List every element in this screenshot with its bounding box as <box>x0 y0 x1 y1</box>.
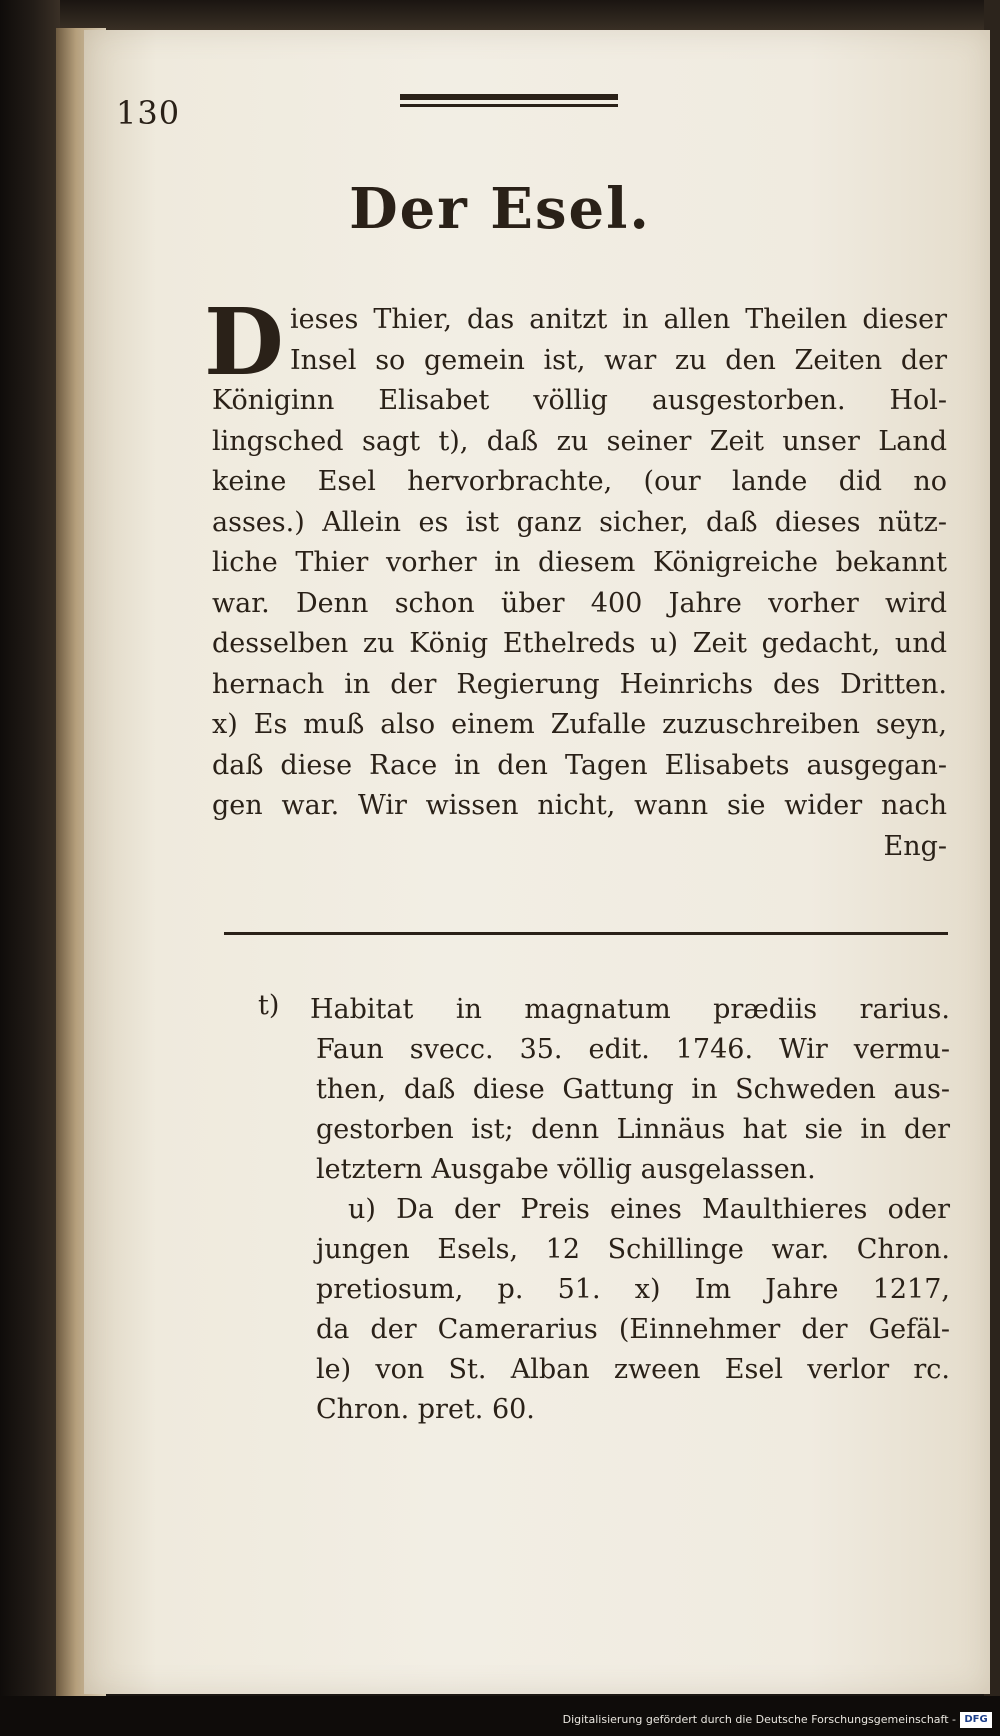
page-number: 130 <box>116 94 181 132</box>
body-line: gen war. Wir wissen nicht, wann sie wider nach <box>212 790 947 821</box>
footnote-separator <box>224 932 948 935</box>
footnote-line: Faun svecc. 35. edit. 1746. Wir vermu- <box>316 1034 950 1065</box>
footnote-line: da der Camerarius (Einnehmer der Gefäl- <box>316 1314 950 1345</box>
body-line: Insel so gemein ist, war zu den Zeiten der <box>290 344 947 376</box>
footnote-line: letztern Ausgabe völlig ausgelassen. <box>316 1154 816 1185</box>
body-line: keine Esel hervorbrachte, (our lande did no <box>212 466 947 497</box>
body-line: ieses Thier, das anitzt in allen Theilen dieser <box>290 304 947 335</box>
footnote-line: then, daß diese Gattung in Schweden aus- <box>316 1074 950 1105</box>
footnote-line: gestorben ist; denn Linnäus hat sie in der <box>316 1114 950 1145</box>
header-ornament-rule <box>400 94 618 107</box>
drop-cap: D <box>204 288 284 396</box>
digitization-credit: Digitalisierung gefördert durch die Deutsche Forschungsgemeinschaft - <box>562 1713 956 1726</box>
footnote-line: pretiosum, p. 51. x) Im Jahre 1217, <box>316 1274 950 1305</box>
body-line: war. Denn schon über 400 Jahre vorher wird <box>212 587 947 619</box>
footnote-line: Chron. pret. 60. <box>316 1394 535 1425</box>
footnote-line: jungen Esels, 12 Schillinge war. Chron. <box>316 1234 950 1265</box>
footnote-line: u) Da der Preis eines Maulthieres oder <box>348 1194 950 1225</box>
body-line: liche Thier vorher in diesem Königreiche bekannt <box>212 547 947 578</box>
book-binding <box>0 0 60 1736</box>
dfg-logo: DFG <box>960 1712 992 1728</box>
body-line: x) Es muß also einem Zufalle zuzuschreiben seyn, <box>212 709 947 740</box>
footnote-label-t: t) <box>258 990 280 1021</box>
body-text <box>212 300 947 867</box>
body-line: daß diese Race in den Tagen Elisabets ausgegan- <box>212 749 947 781</box>
footnote-line: le) von St. Alban zween Esel verlor rc. <box>316 1354 950 1385</box>
chapter-title: Der Esel. <box>349 176 651 242</box>
body-line: hernach in der Regierung Heinrichs des Dritten. <box>212 668 947 700</box>
body-line: lingsched sagt t), daß zu seiner Zeit unser Land <box>212 425 947 457</box>
catchword: Eng- <box>883 830 947 862</box>
body-line: Königinn Elisabet völlig ausgestorben. Hol- <box>212 385 947 416</box>
body-line: desselben zu König Ethelreds u) Zeit gedacht, und <box>212 628 947 659</box>
body-line: asses.) Allein es ist ganz sicher, daß dieses nütz- <box>212 506 947 538</box>
scan-top-edge <box>60 0 1000 32</box>
footnotes <box>248 990 950 1430</box>
footnote-line: Habitat in magnatum prædiis rarius. <box>310 994 950 1025</box>
